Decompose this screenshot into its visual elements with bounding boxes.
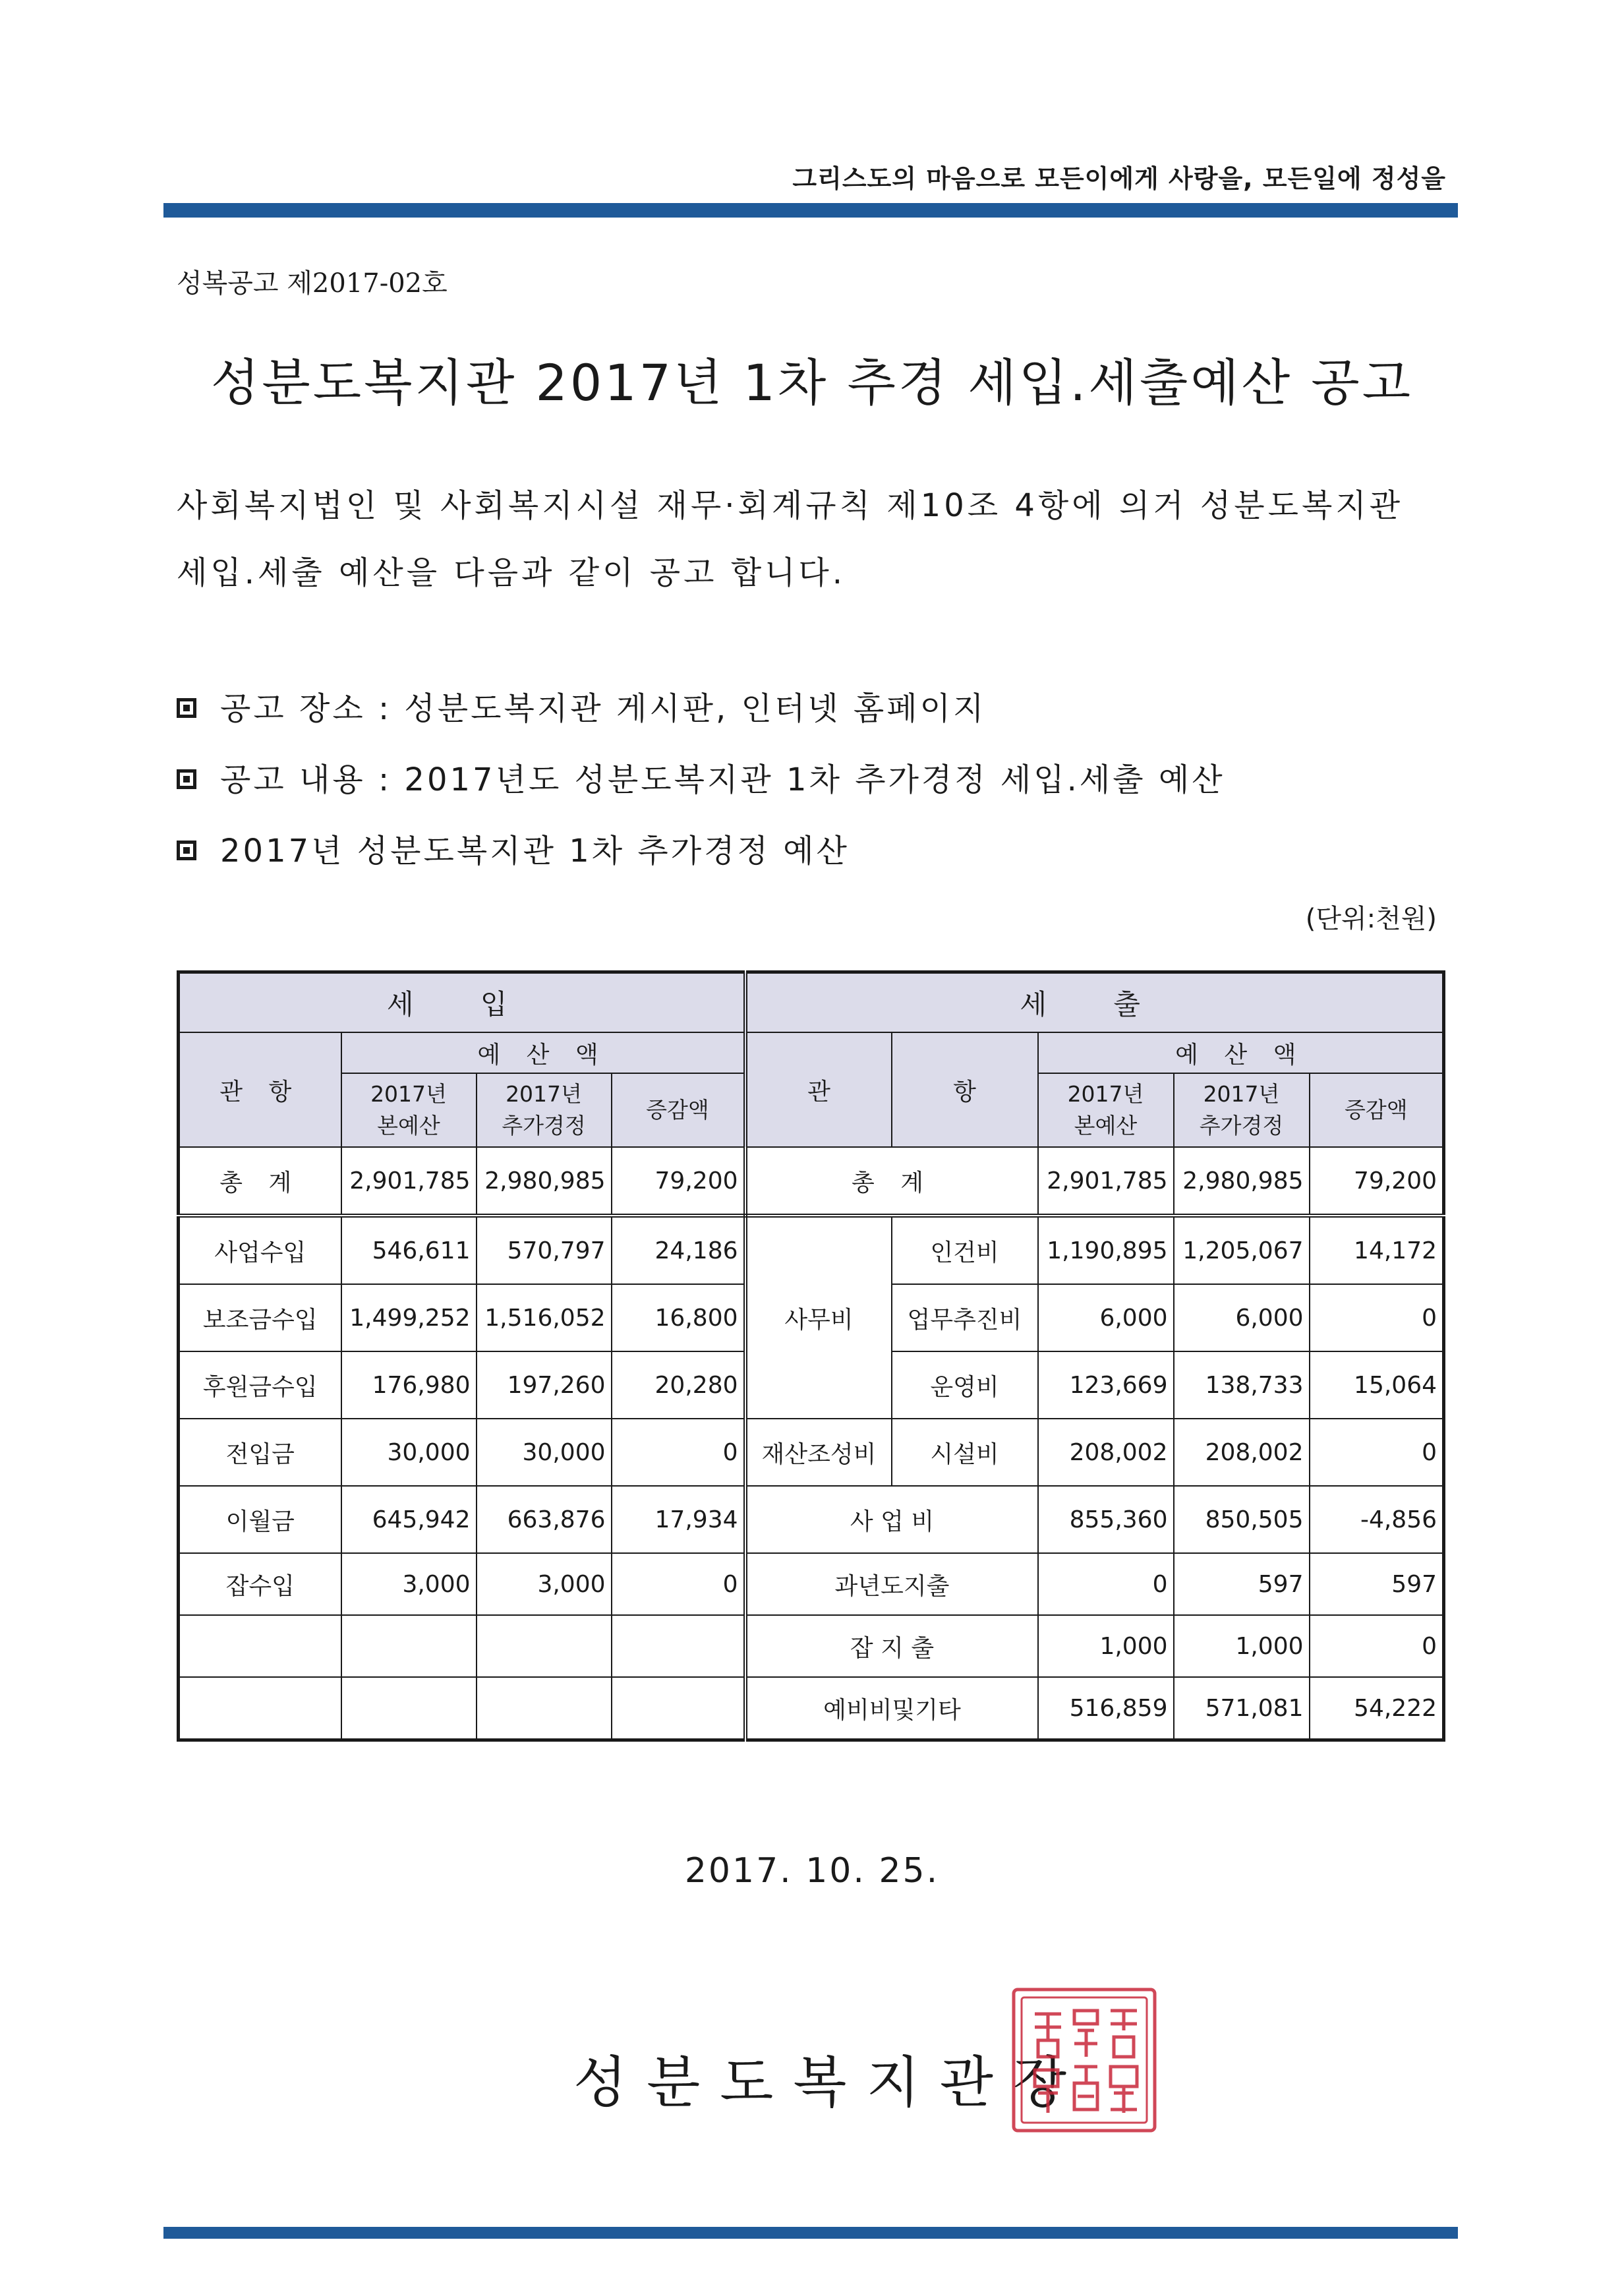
revenue-original: 3,000 xyxy=(341,1553,477,1615)
signer-name: 성분도복지관장 xyxy=(573,2050,1087,2115)
revenue-original: 1,499,252 xyxy=(341,1284,477,1351)
expense-original: 855,360 xyxy=(1038,1486,1174,1553)
expense-change: 597 xyxy=(1310,1553,1444,1615)
bullet-item xyxy=(177,754,1225,800)
expense-revised: 850,505 xyxy=(1174,1486,1310,1553)
revenue-item-name: 후원금수입 xyxy=(179,1351,341,1419)
original-budget-header: 2017년 본예산 xyxy=(1038,1073,1174,1147)
gwan-header: 관 xyxy=(745,1032,892,1147)
expense-change: 0 xyxy=(1310,1615,1444,1677)
revenue-section-title: 세 입 xyxy=(179,972,745,1033)
expense-revised: 208,002 xyxy=(1174,1419,1310,1486)
expense-item-name: 시설비 xyxy=(892,1419,1038,1486)
bullet-item xyxy=(177,683,986,728)
revenue-change: 24,186 xyxy=(612,1216,745,1284)
expense-item-name: 과년도지출 xyxy=(745,1553,1038,1615)
empty-cell xyxy=(477,1677,612,1740)
revenue-total-change: 79,200 xyxy=(612,1147,745,1216)
expense-item-name: 운영비 xyxy=(892,1351,1038,1419)
section-header-row xyxy=(179,972,1444,1033)
notice-number: 성복공고 제2017-02호 xyxy=(177,268,448,299)
bullet-text: 공고 내용 : 2017년도 성분도복지관 1차 추가경정 세입.세출 예산 xyxy=(220,761,1225,798)
expense-revised: 6,000 xyxy=(1174,1284,1310,1351)
empty-cell xyxy=(341,1615,477,1677)
motto: 그리스도의 마음으로 모든이에게 사랑을, 모든일에 정성을 xyxy=(792,164,1446,193)
expense-change: 0 xyxy=(1310,1419,1444,1486)
expense-change: 14,172 xyxy=(1310,1216,1444,1284)
revenue-change: 20,280 xyxy=(612,1351,745,1419)
header-row xyxy=(179,1032,1444,1073)
table-row xyxy=(179,1553,1444,1615)
intro-line-2: 세입.세출 예산을 다음과 같이 공고 합니다. xyxy=(177,554,846,591)
table-row xyxy=(179,1615,1444,1677)
change-header: 증감액 xyxy=(1310,1073,1444,1147)
revenue-revised: 1,516,052 xyxy=(477,1284,612,1351)
expense-original: 208,002 xyxy=(1038,1419,1174,1486)
square-bullet-icon xyxy=(177,698,196,718)
expense-original: 1,190,895 xyxy=(1038,1216,1174,1284)
expense-original: 516,859 xyxy=(1038,1677,1174,1740)
official-seal-icon xyxy=(1008,1984,1160,2136)
notice-date: 2017. 10. 25. xyxy=(684,1851,940,1891)
revenue-change: 0 xyxy=(612,1553,745,1615)
revenue-original: 30,000 xyxy=(341,1419,477,1486)
table-row xyxy=(179,1677,1444,1740)
unit-label: (단위:천원) xyxy=(1305,904,1437,934)
expense-change: 54,222 xyxy=(1310,1677,1444,1740)
expense-item-name: 잡 지 출 xyxy=(745,1615,1038,1677)
revenue-item-name: 사업수입 xyxy=(179,1216,341,1284)
empty-cell xyxy=(612,1615,745,1677)
bullet-text: 2017년 성분도복지관 1차 추가경정 예산 xyxy=(220,833,850,870)
revised-budget-header: 2017년 추가경정 xyxy=(1174,1073,1310,1147)
revenue-total-revised: 2,980,985 xyxy=(477,1147,612,1216)
revenue-item-name: 보조금수입 xyxy=(179,1284,341,1351)
revenue-original: 546,611 xyxy=(341,1216,477,1284)
total-row xyxy=(179,1147,1444,1216)
square-bullet-icon xyxy=(177,841,196,860)
empty-cell xyxy=(341,1677,477,1740)
expense-section-title: 세 출 xyxy=(745,972,1444,1033)
total-label: 총 계 xyxy=(179,1147,341,1216)
document-title: 성분도복지관 2017년 1차 추경 세입.세출예산 공고 xyxy=(210,353,1414,412)
bullet-text: 공고 장소 : 성분도복지관 게시판, 인터넷 홈페이지 xyxy=(220,690,987,727)
change-header: 증감액 xyxy=(612,1073,745,1147)
gwan-hang-header: 관 항 xyxy=(179,1032,341,1147)
expense-item-name: 예비비및기타 xyxy=(745,1677,1038,1740)
budget-amount-header: 예 산 액 xyxy=(341,1032,745,1073)
revenue-change: 16,800 xyxy=(612,1284,745,1351)
expense-total-original: 2,901,785 xyxy=(1038,1147,1174,1216)
bottom-divider xyxy=(163,2227,1458,2239)
revenue-revised: 570,797 xyxy=(477,1216,612,1284)
empty-cell xyxy=(477,1615,612,1677)
revenue-change: 0 xyxy=(612,1419,745,1486)
empty-cell xyxy=(612,1677,745,1740)
expense-change: -4,856 xyxy=(1310,1486,1444,1553)
revenue-item-name: 전입금 xyxy=(179,1419,341,1486)
total-label: 총 계 xyxy=(745,1147,1038,1216)
expense-item-name: 인건비 xyxy=(892,1216,1038,1284)
expense-group-office: 사무비 xyxy=(745,1216,892,1419)
expense-revised: 571,081 xyxy=(1174,1677,1310,1740)
expense-revised: 597 xyxy=(1174,1553,1310,1615)
top-divider xyxy=(163,203,1458,218)
revenue-original: 645,942 xyxy=(341,1486,477,1553)
revenue-revised: 663,876 xyxy=(477,1486,612,1553)
revenue-original: 176,980 xyxy=(341,1351,477,1419)
table-row xyxy=(179,1419,1444,1486)
expense-original: 1,000 xyxy=(1038,1615,1174,1677)
intro-line-1: 사회복지법인 및 사회복지시설 재무·회계규칙 제10조 4항에 의거 성분도복지관 xyxy=(177,487,1404,524)
empty-cell xyxy=(179,1615,341,1677)
hang-header: 항 xyxy=(892,1032,1038,1147)
table-row xyxy=(179,1216,1444,1284)
bullet-item xyxy=(177,825,850,871)
expense-revised: 1,000 xyxy=(1174,1615,1310,1677)
revenue-item-name: 이월금 xyxy=(179,1486,341,1553)
original-budget-header: 2017년 본예산 xyxy=(341,1073,477,1147)
revenue-change: 17,934 xyxy=(612,1486,745,1553)
expense-group-asset: 재산조성비 xyxy=(745,1419,892,1486)
square-bullet-icon xyxy=(177,769,196,789)
revenue-revised: 30,000 xyxy=(477,1419,612,1486)
revenue-revised: 3,000 xyxy=(477,1553,612,1615)
expense-item-name: 업무추진비 xyxy=(892,1284,1038,1351)
expense-original: 6,000 xyxy=(1038,1284,1174,1351)
expense-total-change: 79,200 xyxy=(1310,1147,1444,1216)
revenue-total-original: 2,901,785 xyxy=(341,1147,477,1216)
expense-total-revised: 2,980,985 xyxy=(1174,1147,1310,1216)
revenue-revised: 197,260 xyxy=(477,1351,612,1419)
table-row xyxy=(179,1486,1444,1553)
expense-change: 15,064 xyxy=(1310,1351,1444,1419)
revised-budget-header: 2017년 추가경정 xyxy=(477,1073,612,1147)
expense-original: 123,669 xyxy=(1038,1351,1174,1419)
empty-cell xyxy=(179,1677,341,1740)
expense-revised: 138,733 xyxy=(1174,1351,1310,1419)
expense-item-name: 사 업 비 xyxy=(745,1486,1038,1553)
revenue-item-name: 잡수입 xyxy=(179,1553,341,1615)
budget-amount-header: 예 산 액 xyxy=(1038,1032,1444,1073)
expense-revised: 1,205,067 xyxy=(1174,1216,1310,1284)
expense-original: 0 xyxy=(1038,1553,1174,1615)
budget-table xyxy=(177,970,1445,1742)
expense-change: 0 xyxy=(1310,1284,1444,1351)
